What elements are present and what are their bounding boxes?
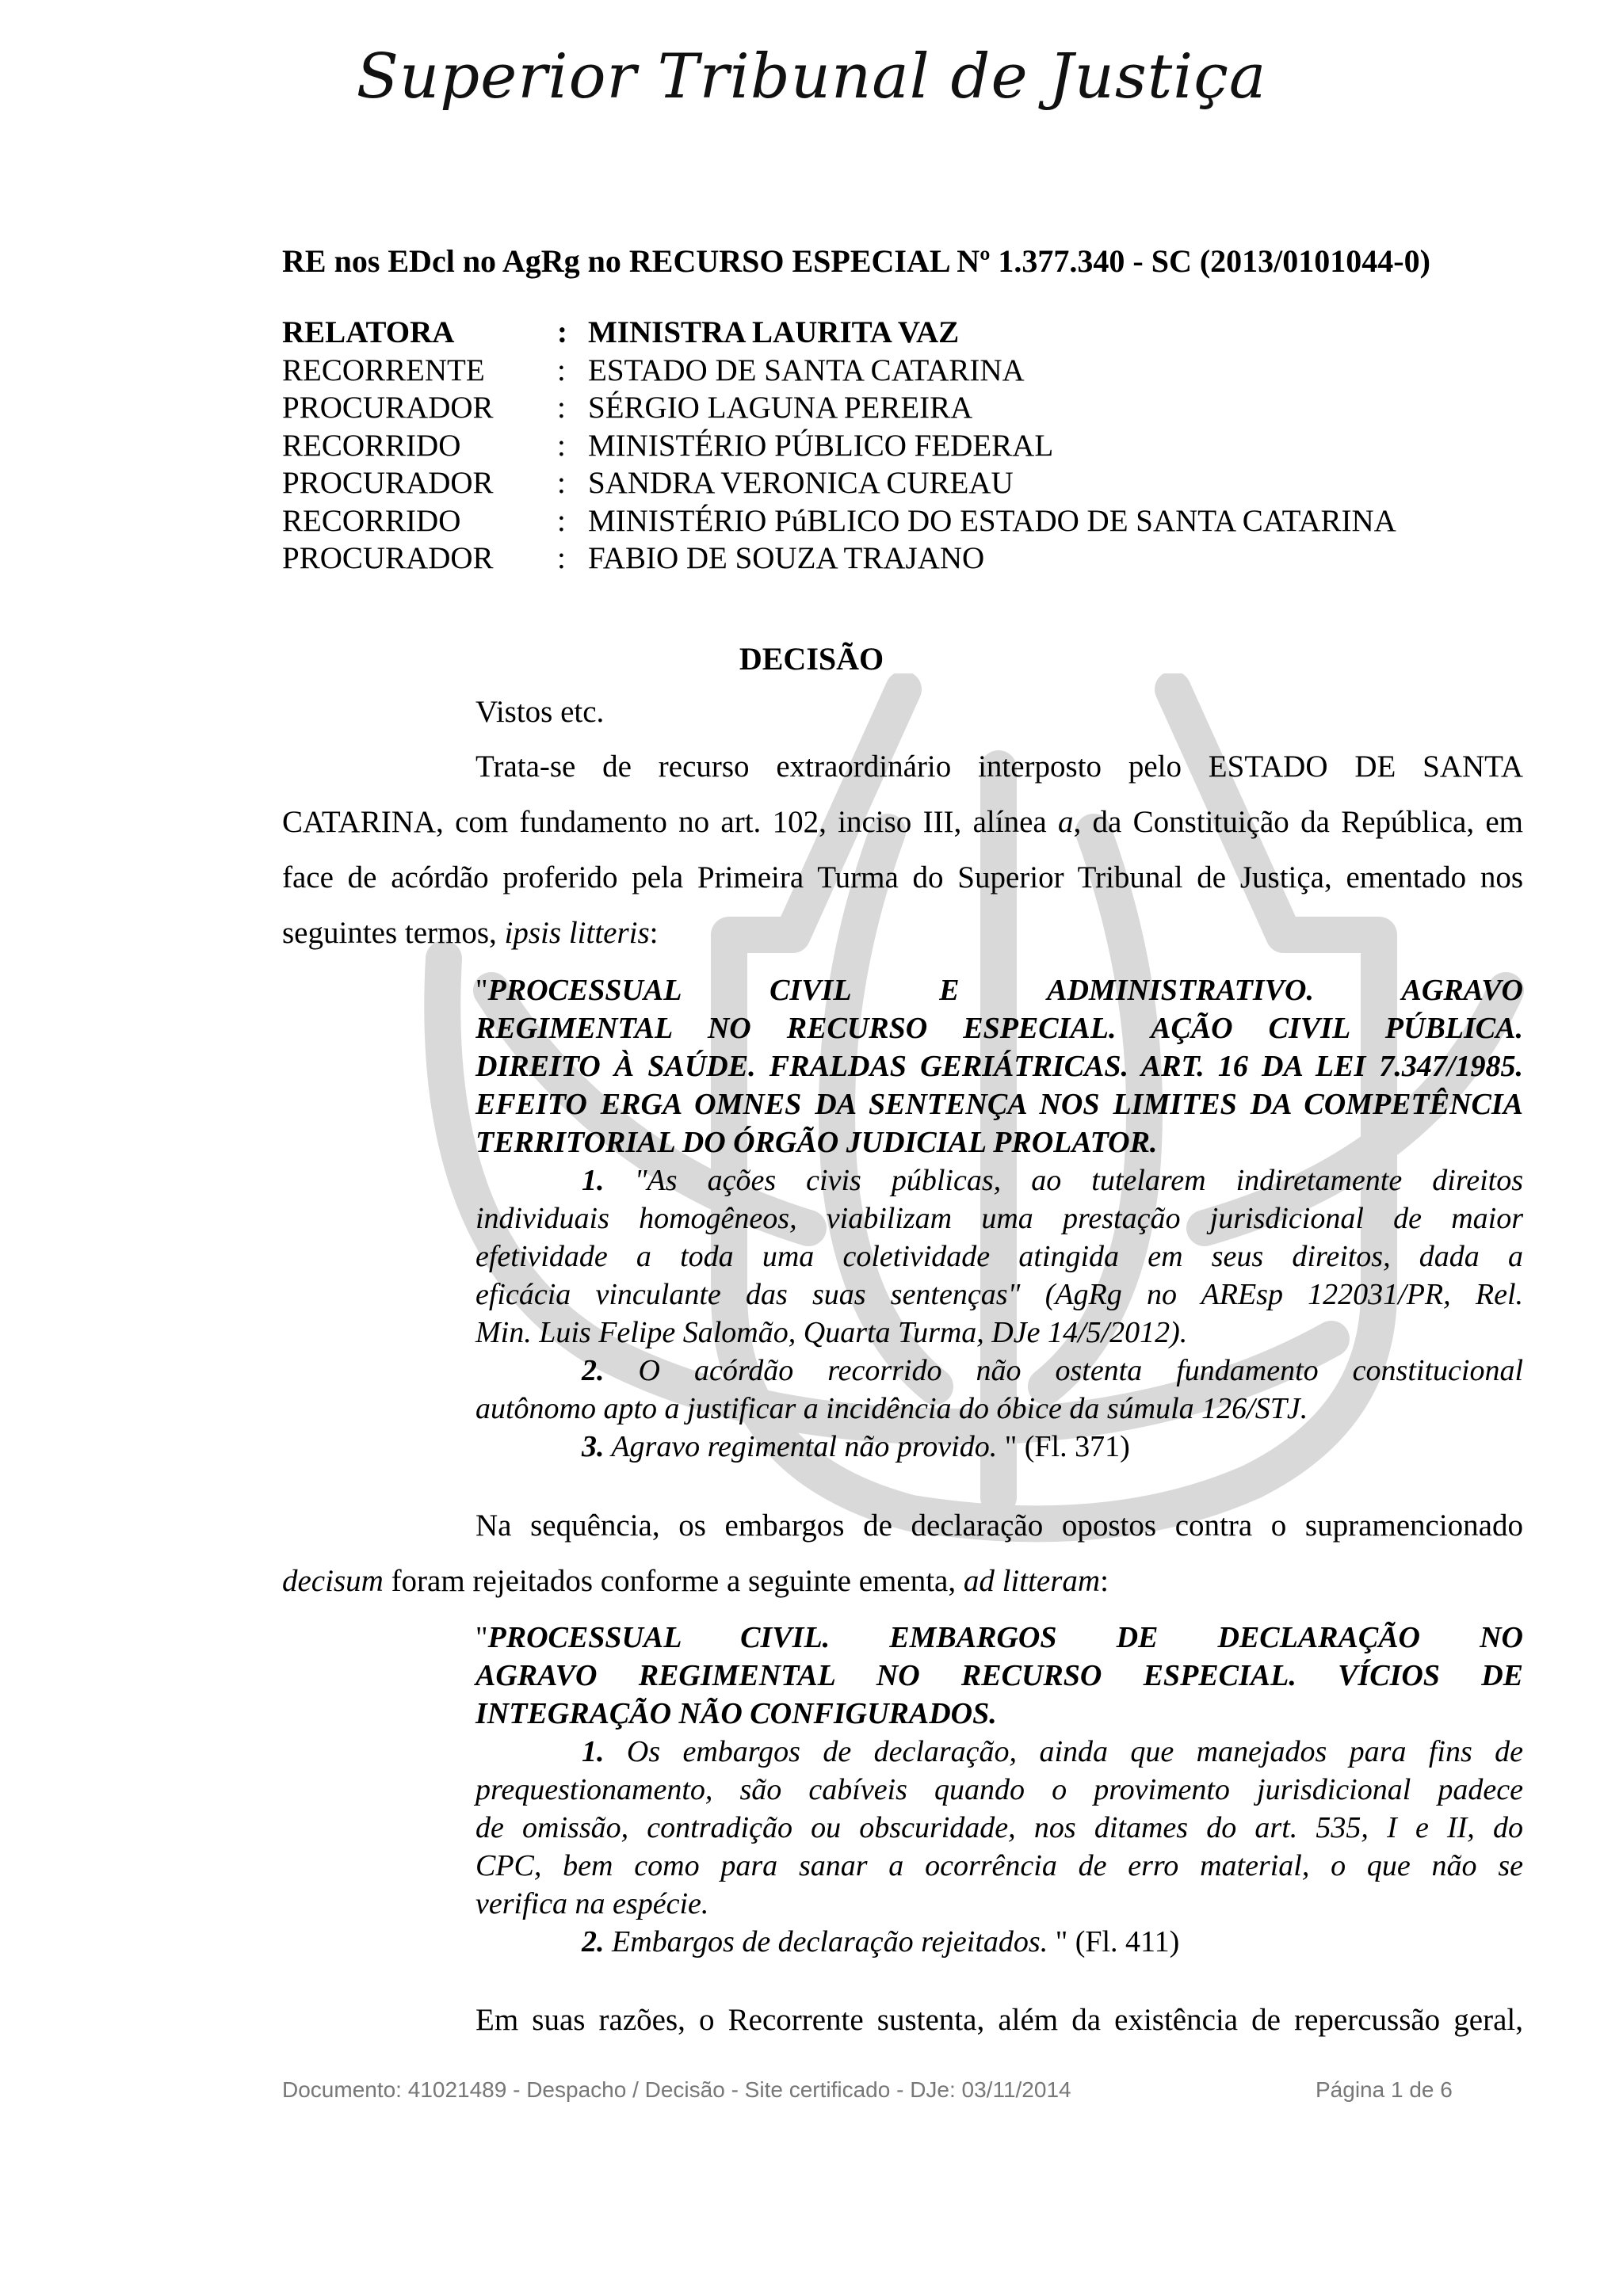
quote-heading-line: TERRITORIAL DO ÓRGÃO JUDICIAL PROLATOR.	[475, 1126, 1158, 1159]
text-span: O acórdão recorrido não ostenta fundamento constitucional	[604, 1354, 1523, 1387]
quote-line: prequestionamento, são cabíveis quando o provimento jurisdicional padece	[475, 1773, 1523, 1806]
paragraph-line: face de acórdão proferido pela Primeira Turma do Superior Tribunal de Justiça, ementado nos	[282, 860, 1523, 894]
item-number: 1.	[582, 1735, 605, 1768]
text-span: foram rejeitados conforme a seguinte ementa,	[383, 1564, 964, 1598]
text-span: " (Fl. 411)	[1048, 1925, 1180, 1958]
footer-page-number: Página 1 de 6	[1316, 2077, 1453, 2102]
party-name: SÉRGIO LAGUNA PEREIRA	[588, 391, 973, 425]
item-number: 2.	[582, 1925, 605, 1958]
paragraph-line	[282, 804, 1523, 840]
party-role: RELATORA	[282, 315, 455, 349]
quote-line	[582, 1734, 1523, 1769]
party-colon: :	[557, 466, 566, 500]
text-span: " (Fl. 371)	[997, 1430, 1130, 1463]
party-role: RECORRIDO	[282, 503, 461, 538]
quote-heading-line: EFEITO ERGA OMNES DA SENTENÇA NOS LIMITES DA COMPETÊNCIA	[475, 1088, 1523, 1121]
quote-line: Min. Luis Felipe Salomão, Quarta Turma, DJe 14/5/2012).	[475, 1316, 1188, 1349]
quote-line: verifica na espécie.	[475, 1887, 709, 1920]
quote-heading-line: DIREITO À SAÚDE. FRALDAS GERIÁTRICAS. ART. 16 DA LEI 7.347/1985.	[475, 1050, 1523, 1083]
text-span: "	[475, 1621, 488, 1654]
party-colon: :	[557, 315, 567, 349]
party-colon: :	[557, 428, 566, 463]
party-name: SANDRA VERONICA CUREAU	[588, 466, 1014, 500]
text-span: ipsis litteris	[504, 916, 650, 950]
text-span: PROCESSUAL CIVIL E ADMINISTRATIVO. AGRAVO	[487, 974, 1523, 1007]
text-span: Agravo regimental não provido.	[604, 1430, 998, 1463]
decision-heading: DECISÃO	[739, 641, 884, 677]
party-name: FABIO DE SOUZA TRAJANO	[588, 541, 985, 575]
item-number: 2.	[582, 1354, 605, 1387]
vistos-line: Vistos etc.	[475, 695, 605, 729]
quote-heading-line: REGIMENTAL NO RECURSO ESPECIAL. AÇÃO CIVIL PÚBLICA.	[475, 1012, 1523, 1045]
text-span: decisum	[282, 1564, 384, 1598]
item-number: 1.	[582, 1164, 605, 1197]
footer-document-info: Documento: 41021489 - Despacho / Decisão - Site certificado - DJe: 03/11/2014	[282, 2077, 1071, 2102]
quote-line: CPC, bem como para sanar a ocorrência de erro material, o que não se	[475, 1849, 1523, 1882]
text-span: ad litteram	[963, 1564, 1101, 1598]
party-name: ESTADO DE SANTA CATARINA	[588, 353, 1025, 387]
party-role: PROCURADOR	[282, 391, 494, 425]
text-span: seguintes termos,	[282, 916, 505, 950]
text-span: :	[1100, 1564, 1109, 1598]
text-span: Os embargos de declaração, ainda que manejados para fins de	[604, 1735, 1523, 1768]
quote-line: efetividade a toda uma coletividade atingida em seus direitos, dada a	[475, 1240, 1523, 1273]
text-span: CATARINA, com fundamento no art. 102, inciso III, alínea	[282, 805, 1058, 839]
quote-line	[582, 1924, 1523, 1959]
quote-heading-line	[475, 973, 1523, 1008]
text-span: :	[649, 916, 659, 950]
court-header: Superior Tribunal de Justiça	[356, 41, 1267, 113]
text-span: , da Constituição da República, em	[1073, 805, 1524, 839]
party-colon: :	[557, 353, 566, 387]
quote-heading-line: AGRAVO REGIMENTAL NO RECURSO ESPECIAL. VÍCIOS DE	[475, 1659, 1523, 1692]
paragraph-line	[282, 915, 1523, 951]
party-name: MINISTÉRIO PÚBLICO FEDERAL	[588, 428, 1054, 463]
case-title: RE nos EDcl no AgRg no RECURSO ESPECIAL Nº 1.377.340 - SC (2013/0101044-0)	[282, 243, 1430, 279]
party-colon: :	[557, 391, 566, 425]
paragraph-line: Em suas razões, o Recorrente sustenta, além da existência de repercussão geral,	[475, 2003, 1523, 2037]
quote-line: autônomo apto a justificar a incidência do óbice da súmula 126/STJ.	[475, 1392, 1308, 1425]
party-name: MINISTRA LAURITA VAZ	[588, 315, 960, 349]
party-colon: :	[557, 503, 566, 538]
party-role: RECORRIDO	[282, 428, 461, 463]
quote-line	[582, 1163, 1523, 1198]
quote-line	[582, 1429, 1523, 1464]
quote-line: de omissão, contradição ou obscuridade, nos ditames do art. 535, I e II, do	[475, 1811, 1523, 1844]
text-span: "	[475, 974, 488, 1007]
party-role: RECORRENTE	[282, 353, 485, 387]
paragraph-line: Trata-se de recurso extraordinário interposto pelo ESTADO DE SANTA	[475, 749, 1523, 784]
text-span: a	[1058, 805, 1074, 839]
quote-heading-line: INTEGRAÇÃO NÃO CONFIGURADOS.	[475, 1697, 997, 1730]
quote-line: eficácia vinculante das suas sentenças" (AgRg no AREsp 122031/PR, Rel.	[475, 1278, 1523, 1311]
text-span: Embargos de declaração rejeitados.	[604, 1925, 1048, 1958]
text-span: "As ações civis públicas, ao tutelarem indiretamente direitos	[604, 1164, 1523, 1197]
quote-heading-line	[475, 1620, 1523, 1655]
party-name: MINISTÉRIO PúBLICO DO ESTADO DE SANTA CATARINA	[588, 503, 1396, 538]
paragraph-line	[282, 1563, 1523, 1599]
party-role: PROCURADOR	[282, 466, 494, 500]
party-role: PROCURADOR	[282, 541, 494, 575]
text-span: PROCESSUAL CIVIL. EMBARGOS DE DECLARAÇÃO NO	[487, 1621, 1523, 1654]
paragraph-line: Na sequência, os embargos de declaração opostos contra o supramencionado	[475, 1508, 1523, 1543]
party-colon: :	[557, 541, 566, 575]
item-number: 3.	[582, 1430, 605, 1463]
quote-line: individuais homogêneos, viabilizam uma prestação jurisdicional de maior	[475, 1202, 1523, 1235]
quote-line	[582, 1353, 1523, 1388]
